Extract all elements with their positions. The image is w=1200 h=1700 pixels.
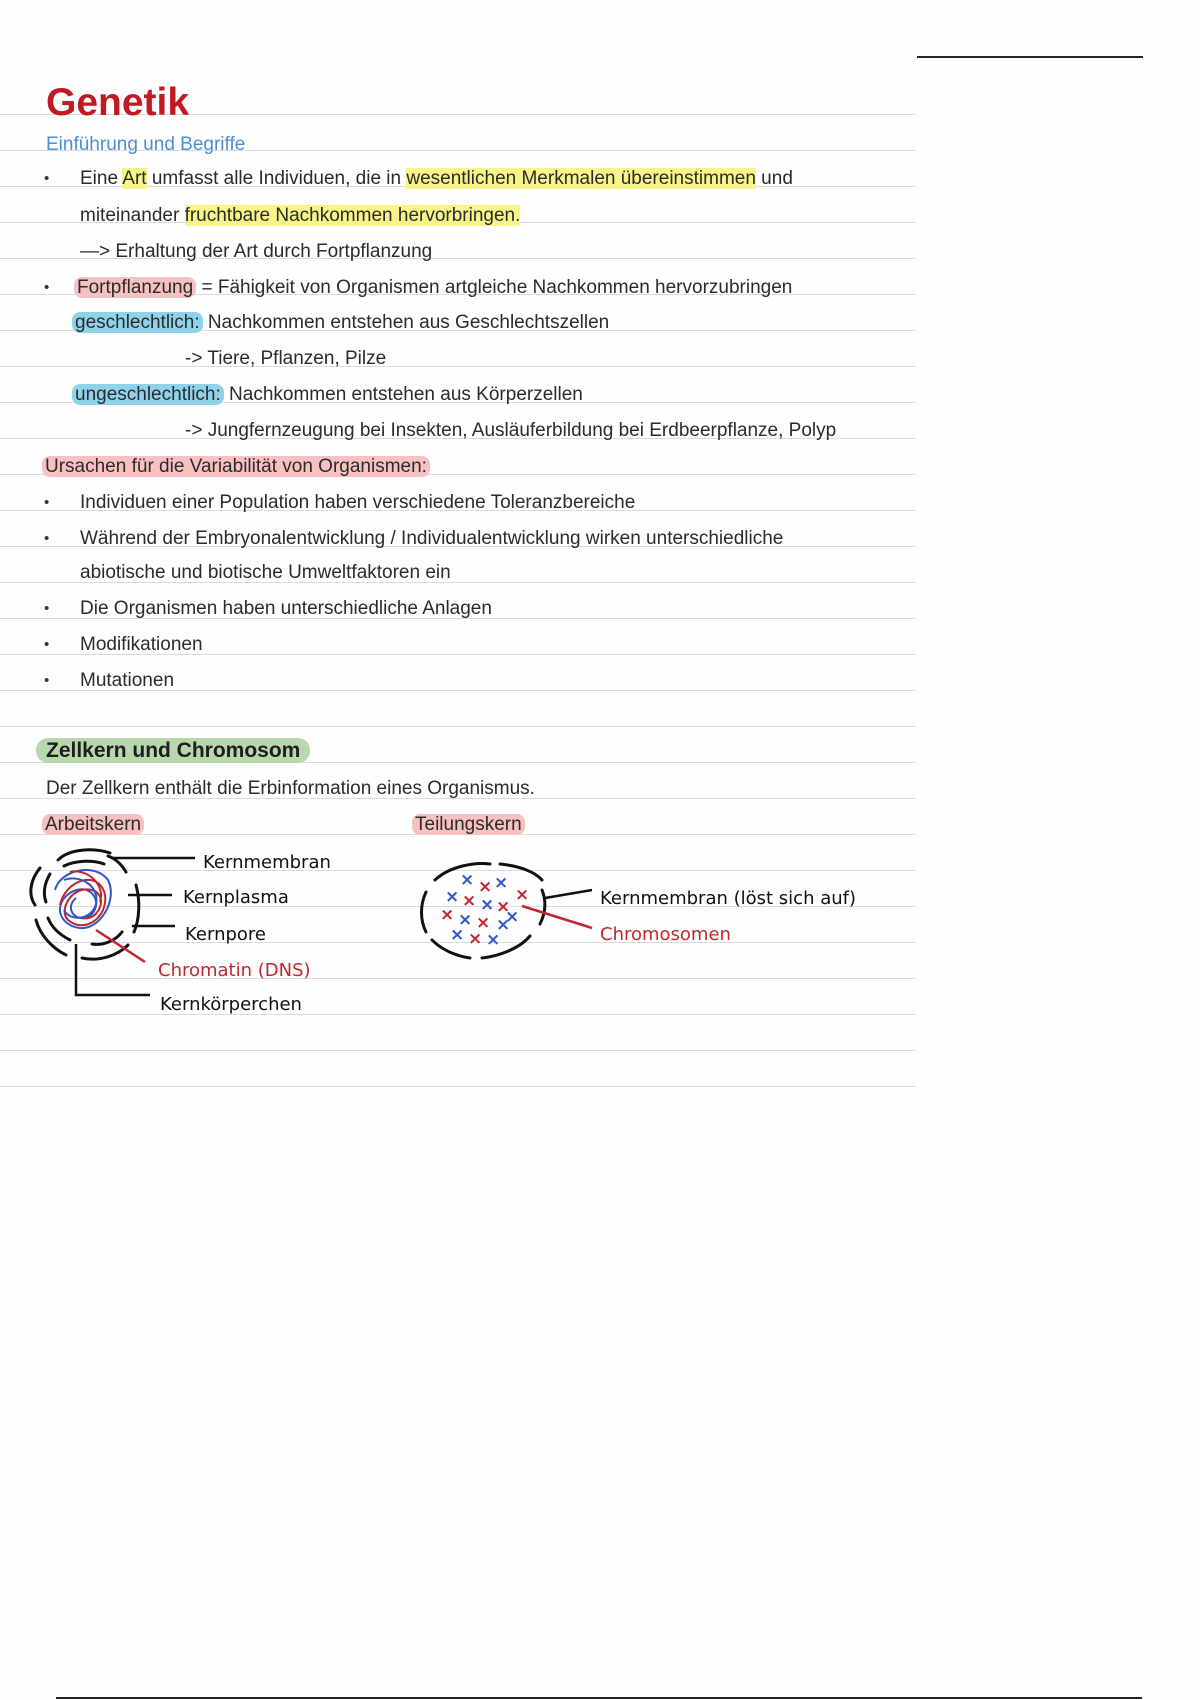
section-subtitle: Einführung und Begriffe [46,134,246,155]
annotation-chromosomen: Chromosomen [600,924,731,945]
svg-text:×: × [468,929,483,949]
svg-text:×: × [515,885,530,905]
annotation-kernmembran: Kernmembran [203,852,331,873]
intro-line-5: geschlechtlich: Nachkommen entstehen aus Geschlechtszellen [72,311,609,335]
causes-item: Die Organismen haben unterschiedliche Anlagen [80,598,492,619]
intro-line-8: -> Jungfernzeugung bei Insekten, Ausläuferbildung bei Erdbeerpflanze, Polyp [185,420,837,441]
annotation-kernkoerperchen: Kernkörperchen [160,994,302,1015]
causes-item: abiotische und biotische Umweltfaktoren ein [80,562,451,583]
teilungskern-label: Teilungskern [412,813,525,837]
bullet: • [44,279,50,296]
svg-text:×: × [486,930,501,950]
svg-text:×: × [450,925,465,945]
bullet: • [44,494,50,511]
causes-item: Während der Embryonalentwicklung / Individualentwicklung wirken unterschiedliche [80,528,784,549]
annotation-kernmembran-aufloesung: Kernmembran (löst sich auf) [600,888,856,909]
nucleus-text: Der Zellkern enthält die Erbinformation eines Organismus. [46,778,535,799]
svg-text:×: × [462,891,477,911]
svg-text:×: × [494,873,509,893]
svg-text:×: × [505,907,520,927]
annotation-kernpore: Kernpore [185,924,266,945]
intro-line-3: —> Erhaltung der Art durch Fortpflanzung [80,241,433,262]
causes-heading: Ursachen für die Variabilität von Organismen: [42,455,430,479]
intro-line-6: -> Tiere, Pflanzen, Pilze [185,348,387,369]
annotation-kernplasma: Kernplasma [183,887,289,908]
bullet: • [44,600,50,617]
intro-line-2: miteinander fruchtbare Nachkommen hervorbringen. [80,205,521,226]
bullet: • [44,530,50,547]
bullet: • [44,672,50,689]
svg-text:×: × [445,887,460,907]
bullet: • [44,170,50,187]
svg-text:×: × [496,915,511,935]
causes-item: Individuen einer Population haben verschiedene Toleranzbereiche [80,492,636,513]
svg-text:×: × [478,877,493,897]
page-title: Genetik [46,81,190,124]
causes-item: Modifikationen [80,634,203,655]
svg-text:×: × [458,910,473,930]
bullet: • [44,636,50,653]
intro-line-7: ungeschlechtlich: Nachkommen entstehen aus Körperzellen [72,383,583,407]
intro-line-1: Eine Art umfasst alle Individuen, die in wesentlichen Merkmalen übereinstimmen und [80,168,793,189]
footer-rule [56,1697,1142,1699]
intro-line-4: Fortpflanzung = Fähigkeit von Organismen artgleiche Nachkommen hervorzubringen [74,276,792,300]
nucleus-heading: Zellkern und Chromosom [36,739,310,764]
svg-text:×: × [480,895,495,915]
causes-item: Mutationen [80,670,175,691]
svg-text:×: × [496,897,511,917]
svg-text:×: × [440,905,455,925]
svg-text:×: × [460,870,475,890]
arbeitskern-label: Arbeitskern [42,813,144,837]
annotation-chromatin: Chromatin (DNS) [158,960,311,981]
svg-text:×: × [476,913,491,933]
